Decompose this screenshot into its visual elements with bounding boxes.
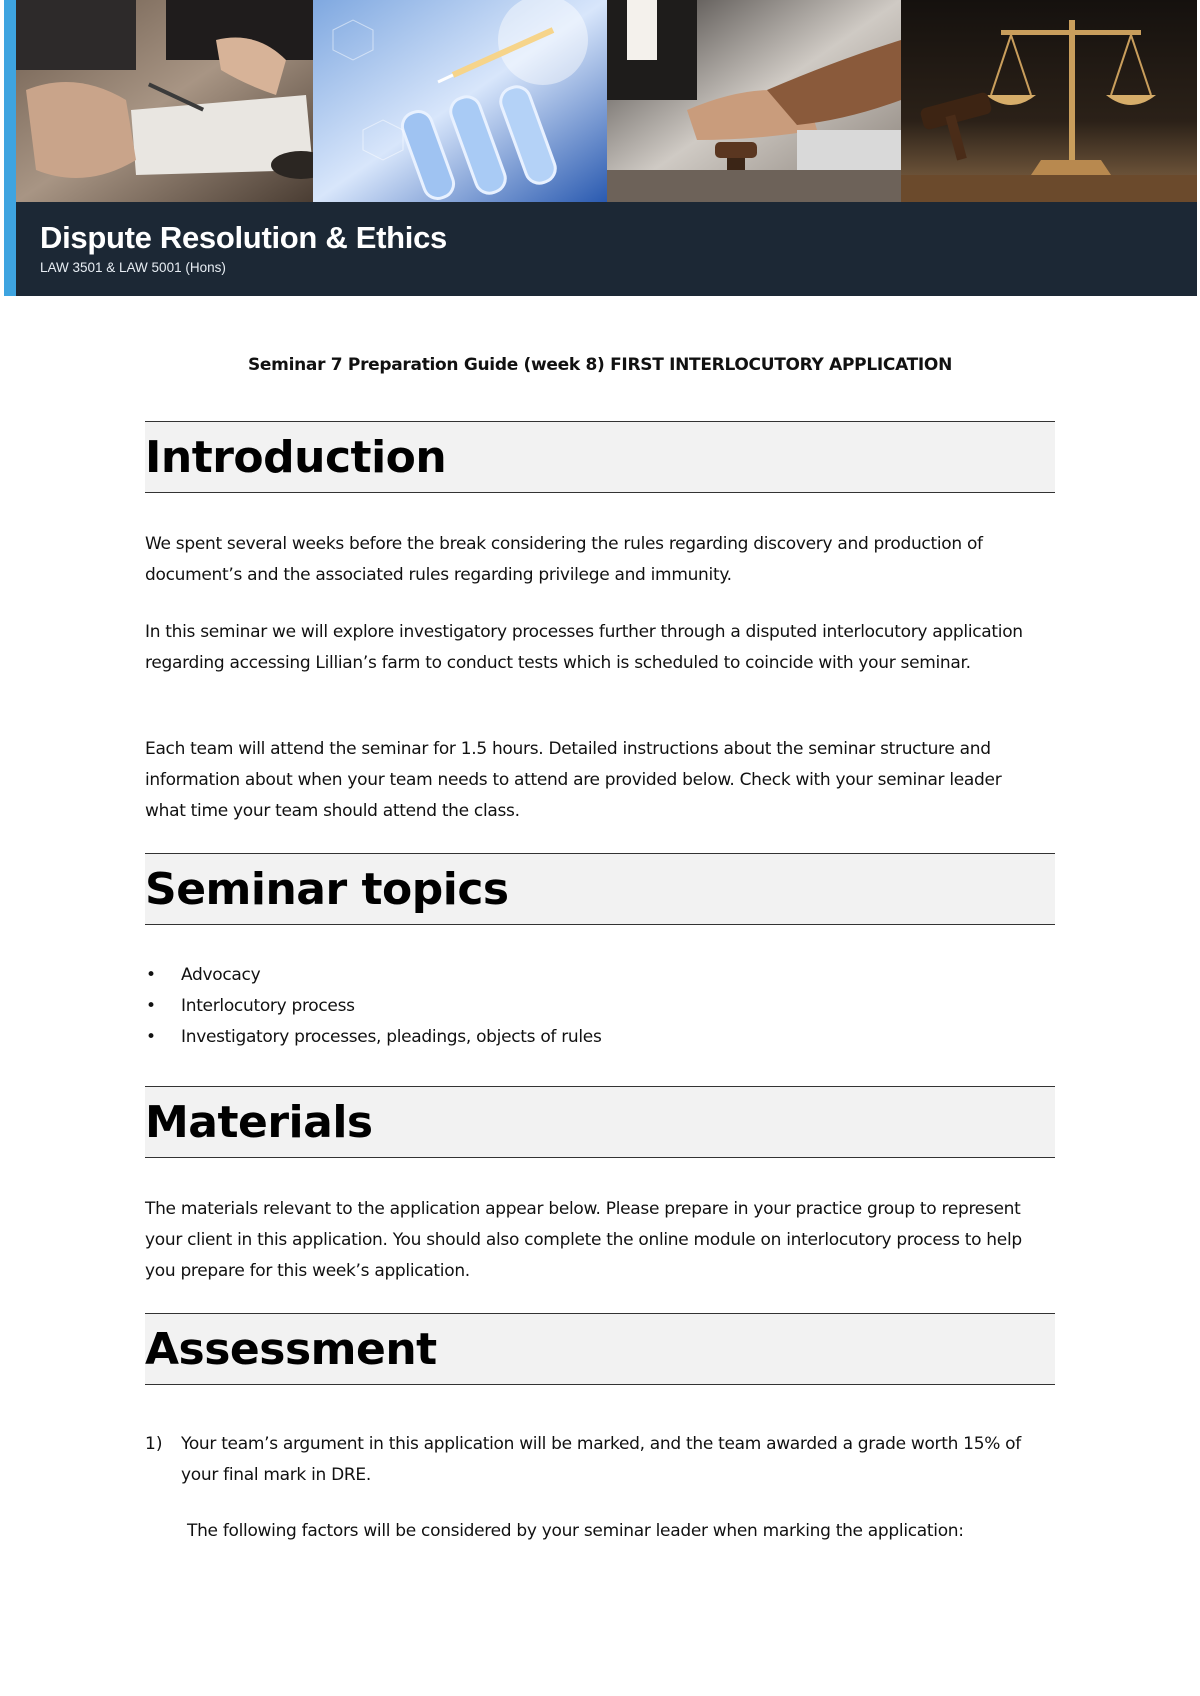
handshake-gavel-photo: [607, 0, 901, 202]
introduction-paragraph-1: We spent several weeks before the break considering the rules regarding discovery and production of document’s and the associated rules regarding privilege and immunity.: [145, 534, 983, 585]
bullet-icon: •: [146, 965, 156, 985]
materials-heading-block: [145, 1086, 1055, 1158]
seminar-topics-heading-block: [145, 853, 1055, 925]
course-title: Dispute Resolution & Ethics: [40, 220, 447, 255]
list-item: [145, 1022, 1025, 1053]
topic-label: Advocacy: [181, 965, 261, 985]
course-codes: LAW 3501 & LAW 5001 (Hons): [40, 260, 226, 275]
materials-heading: Materials: [145, 1097, 373, 1148]
introduction-heading: Introduction: [145, 432, 447, 483]
course-banner: [4, 0, 1197, 296]
seminar-topics-list: [145, 960, 1025, 1053]
introduction-paragraph-2: In this seminar we will explore investigatory processes further through a disputed interlocutory application regarding accessing Lillian’s farm to conduct tests which is scheduled to coincide with your seminar.: [145, 622, 1023, 673]
assessment-heading-block: [145, 1313, 1055, 1385]
laboratory-test-tubes-photo: [313, 0, 607, 202]
introduction-paragraph-3: Each team will attend the seminar for 1.5 hours. Detailed instructions about the seminar structure and information about when your team needs to attend are provided below. Check with your seminar leader what time your team should attend the class.: [145, 739, 1002, 821]
assessment-list-item: [145, 1429, 1045, 1491]
introduction-heading-block: [145, 421, 1055, 493]
list-item: [145, 991, 1025, 1022]
bullet-icon: •: [146, 1027, 156, 1047]
list-number: 1): [145, 1434, 163, 1454]
materials-paragraph: The materials relevant to the application appear below. Please prepare in your practice group to represent your client in this application. You should also complete the online module on interlocutory process to help you prepare for this week’s application.: [145, 1199, 1022, 1281]
document-title: Seminar 7 Preparation Guide (week 8) FIRST INTERLOCUTORY APPLICATION: [247, 355, 953, 375]
assessment-heading: Assessment: [145, 1324, 437, 1375]
banner-accent-bar: [4, 0, 16, 296]
bullet-icon: •: [146, 996, 156, 1016]
scales-of-justice-photo: [901, 0, 1197, 202]
seminar-topics-heading: Seminar topics: [145, 864, 509, 915]
topic-label: Interlocutory process: [181, 996, 355, 1016]
assessment-item-text: Your team’s argument in this application will be marked, and the team awarded a grade worth 15% of your final mark in DRE.: [181, 1434, 1021, 1485]
topic-label: Investigatory processes, pleadings, objects of rules: [181, 1027, 602, 1047]
list-item: [145, 960, 1025, 991]
assessment-factors-paragraph: The following factors will be considered by your seminar leader when marking the application:: [187, 1521, 964, 1541]
meeting-photo: [16, 0, 313, 202]
